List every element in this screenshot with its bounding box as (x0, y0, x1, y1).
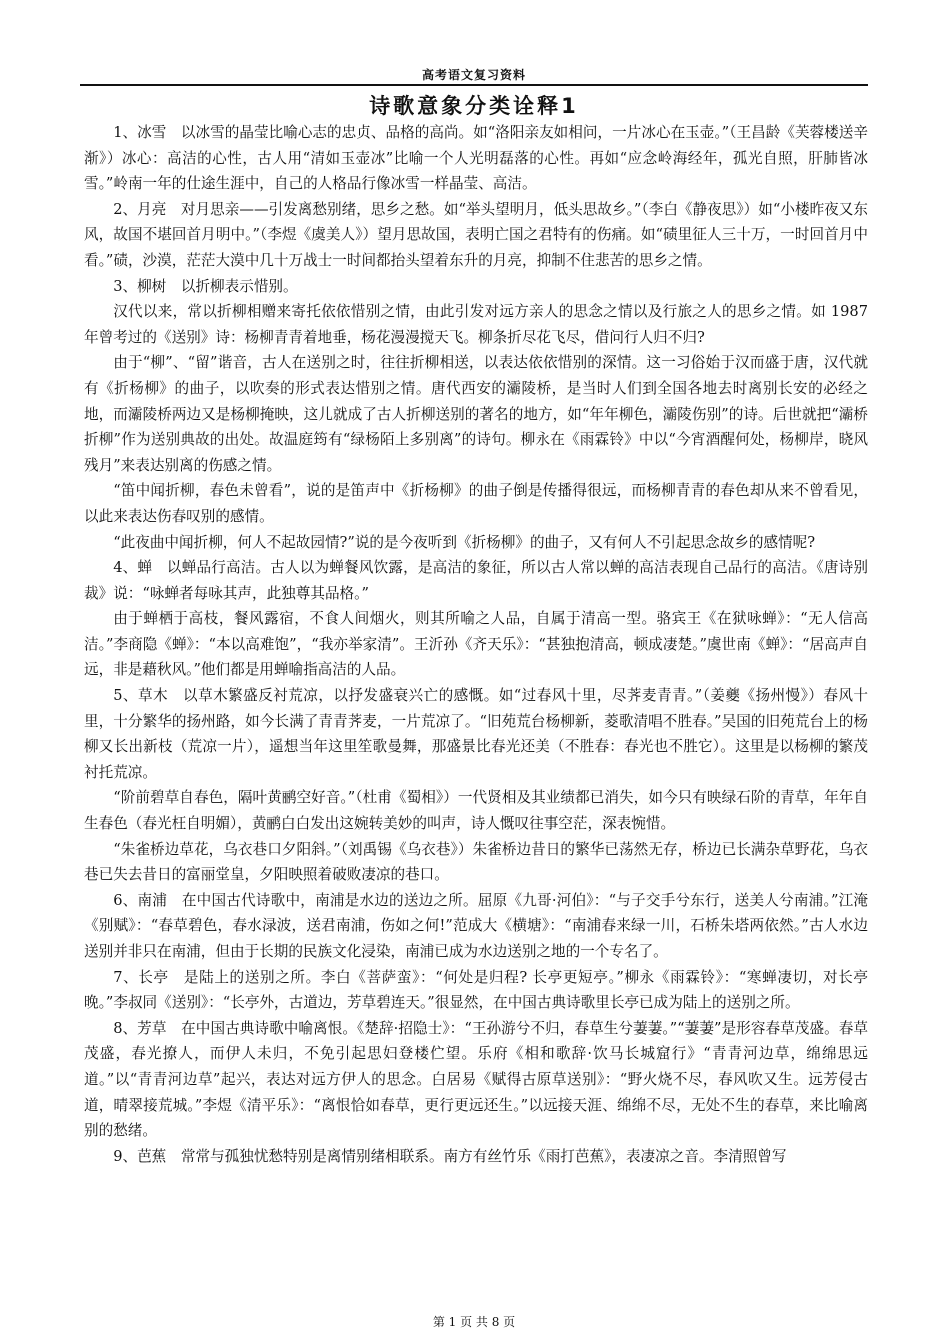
paragraph: “此夜曲中闻折柳，何人不起故园情?”说的是今夜听到《折杨柳》的曲子，又有何人不引起思念故乡的感情呢? (113, 533, 816, 551)
paragraph: 1、冰雪 以冰雪的晶莹比喻心志的忠贞、品格的高尚。如“洛阳亲友如相问，一片冰心在玉壶。”（王昌龄《芙蓉楼送辛渐》）冰心：高洁的心性，古人用“清如玉壶冰”比喻一个人光明磊落的心性。再如“应念岭海经年，孤光自照，肝肺皆冰雪。”岭南一年的仕途生涯中，自己的人格品行像冰雪一样晶莹、高洁。 (84, 124, 868, 193)
header-divider (80, 84, 868, 86)
paragraph: “笛中闻折柳，春色未曾看”，说的是笛声中《折杨柳》的曲子倒是传播得很远，而杨柳青青的春色却从来不曾看见，以此来表达伤春叹别的感情。 (84, 482, 868, 525)
page-title: 诗歌意象分类诠释1 (369, 94, 579, 118)
page-number: 第 1 页 共 8 页 (432, 1315, 516, 1329)
paragraph: “朱雀桥边草花，乌衣巷口夕阳斜。”（刘禹锡《乌衣巷》）朱雀桥边昔日的繁华已荡然无存，桥边已长满杂草野花，乌衣巷已失去昔日的富丽堂皇，夕阳映照着破败凄凉的巷口。 (84, 840, 868, 884)
paragraph: 2、月亮 对月思亲——引发离愁别绪，思乡之愁。如“举头望明月，低头思故乡。”（李白《静夜思》）如“小楼昨夜又东风，故国不堪回首月明中。”（李煜《虞美人》）望月思故国，表明亡国之君特有的伤痛。如“碛里征人三十万，一时回首月中看。”碛，沙漠，茫茫大漠中几十万战士一时间都抬头望着东升的月亮，抑制不住悲苦的思乡之情。 (84, 200, 868, 269)
paragraph: 由于“柳”、“留”谐音，古人在送别之时，往往折柳相送，以表达依依惜别的深情。这一习俗始于汉而盛于唐，汉代就有《折杨柳》的曲子，以吹奏的形式表达惜别之情。唐代西安的灞陵桥，是当时人们到全国各地去时离别长安的必经之地，而灞陵桥两边又是杨柳掩映，这儿就成了古人折柳送别的著名的地方，如“年年柳色，灞陵伤别”的诗。后世就把“灞桥折柳”作为送别典故的出处。故温庭筠有“绿杨陌上多别离”的诗句。柳永在《雨霖铃》中以“今宵酒醒何处，杨柳岸，晓风残月”来表达别离的伤感之情。 (84, 354, 868, 474)
paragraph: 3、柳树 以折柳表示惜别。 (113, 277, 298, 295)
paragraph: 汉代以来，常以折柳相赠来寄托依依惜别之情，由此引发对远方亲人的思念之情以及行旅之人的思乡之情。如 1987 年曾考过的《送别》诗：杨柳青青着地垂，杨花漫漫搅天飞。柳条折尽花飞尽，借问行人归不归? (84, 303, 868, 346)
paragraph: 4、蝉 以蝉品行高洁。古人以为蝉餐风饮露，是高洁的象征，所以古人常以蝉的高洁表现自己品行的高洁。《唐诗别裁》说：“咏蝉者每咏其声，此独尊其品格。” (84, 559, 868, 602)
paragraph: 7、长亭 是陆上的送别之所。李白《菩萨蛮》：“何处是归程? 长亭更短亭。”柳永《雨霖铃》：“寒蝉凄切，对长亭晚。”李叔同《送别》：“长亭外，古道边，芳草碧连天。”很显然，在中国古典诗歌里长亭已成为陆上的送别之所。 (84, 968, 868, 1012)
paragraph: 6、南浦 在中国古代诗歌中，南浦是水边的送边之所。屈原《九哥·河伯》：“与子交手兮东行，送美人兮南浦。”江淹《别赋》：“春草碧色，春水渌波，送君南浦，伤如之何!”范成大《横塘》：“南浦春来绿一川，石桥朱塔两依然。”古人水边送别并非只在南浦，但由于长期的民族文化浸染，南浦已成为水边送别之地的一个专名了。 (84, 891, 868, 960)
paragraph: 9、芭蕉 常常与孤独忧愁特别是离情别绪相联系。南方有丝竹乐《雨打芭蕉》，表凄凉之音。李清照曾写 (113, 1147, 787, 1165)
document-header: 高考语文复习资料 (421, 68, 526, 82)
paragraph: 由于蝉栖于高枝，餐风露宿，不食人间烟火，则其所喻之人品，自属于清高一型。骆宾王《在狱咏蝉》：“无人信高洁。”李商隐《蝉》：“本以高难饱”，“我亦举家清”。王沂孙《齐天乐》：“甚独抱清高，顿成凄楚。”虞世南《蝉》：“居高声自远，非是藉秋风。”他们都是用蝉喻指高洁的人品。 (84, 610, 868, 679)
paragraph: “阶前碧草自春色，隔叶黄鹂空好音。”（杜甫《蜀相》）一代贤相及其业绩都已消失，如今只有映绿石阶的青草，年年自生春色（春光枉自明媚），黄鹂白白发出这婉转美妙的叫声，诗人慨叹往事空茫，深表惋惜。 (84, 789, 868, 833)
paragraph: 8、芳草 在中国古典诗歌中喻离恨。《楚辞·招隐士》：“王孙游兮不归，春草生兮萋萋。”“萋萋”是形容春草茂盛。春草茂盛，春光撩人，而伊人未归，不免引起思妇登楼伫望。乐府《相和歌辞·饮马长城窟行》“青青河边草，绵绵思远道。”以“青青河边草”起兴，表达对远方伊人的思念。白居易《赋得古原草送别》：“野火烧不尽，春风吹又生。远芳侵古道，晴翠接荒城。”李煜《清平乐》：“离恨恰如春草，更行更远还生。”以远接天涯、绵绵不尽，无处不生的春草，来比喻离别的愁绪。 (84, 1019, 868, 1140)
paragraph: 5、草木 以草木繁盛反衬荒凉，以抒发盛衰兴亡的感慨。如“过春风十里，尽荠麦青青。”（姜夔《扬州慢》）春风十里，十分繁华的扬州路，如今长满了青青荠麦，一片荒凉了。“旧苑荒台杨柳新，菱歌清唱不胜春。”吴国的旧苑荒台上的杨柳又长出新枝（荒凉一片），遥想当年这里笙歌曼舞，那盛景比春光还美（不胜春：春光也不胜它）。这里是以杨柳的繁茂衬托荒凉。 (84, 687, 868, 781)
article-body (84, 120, 868, 1169)
